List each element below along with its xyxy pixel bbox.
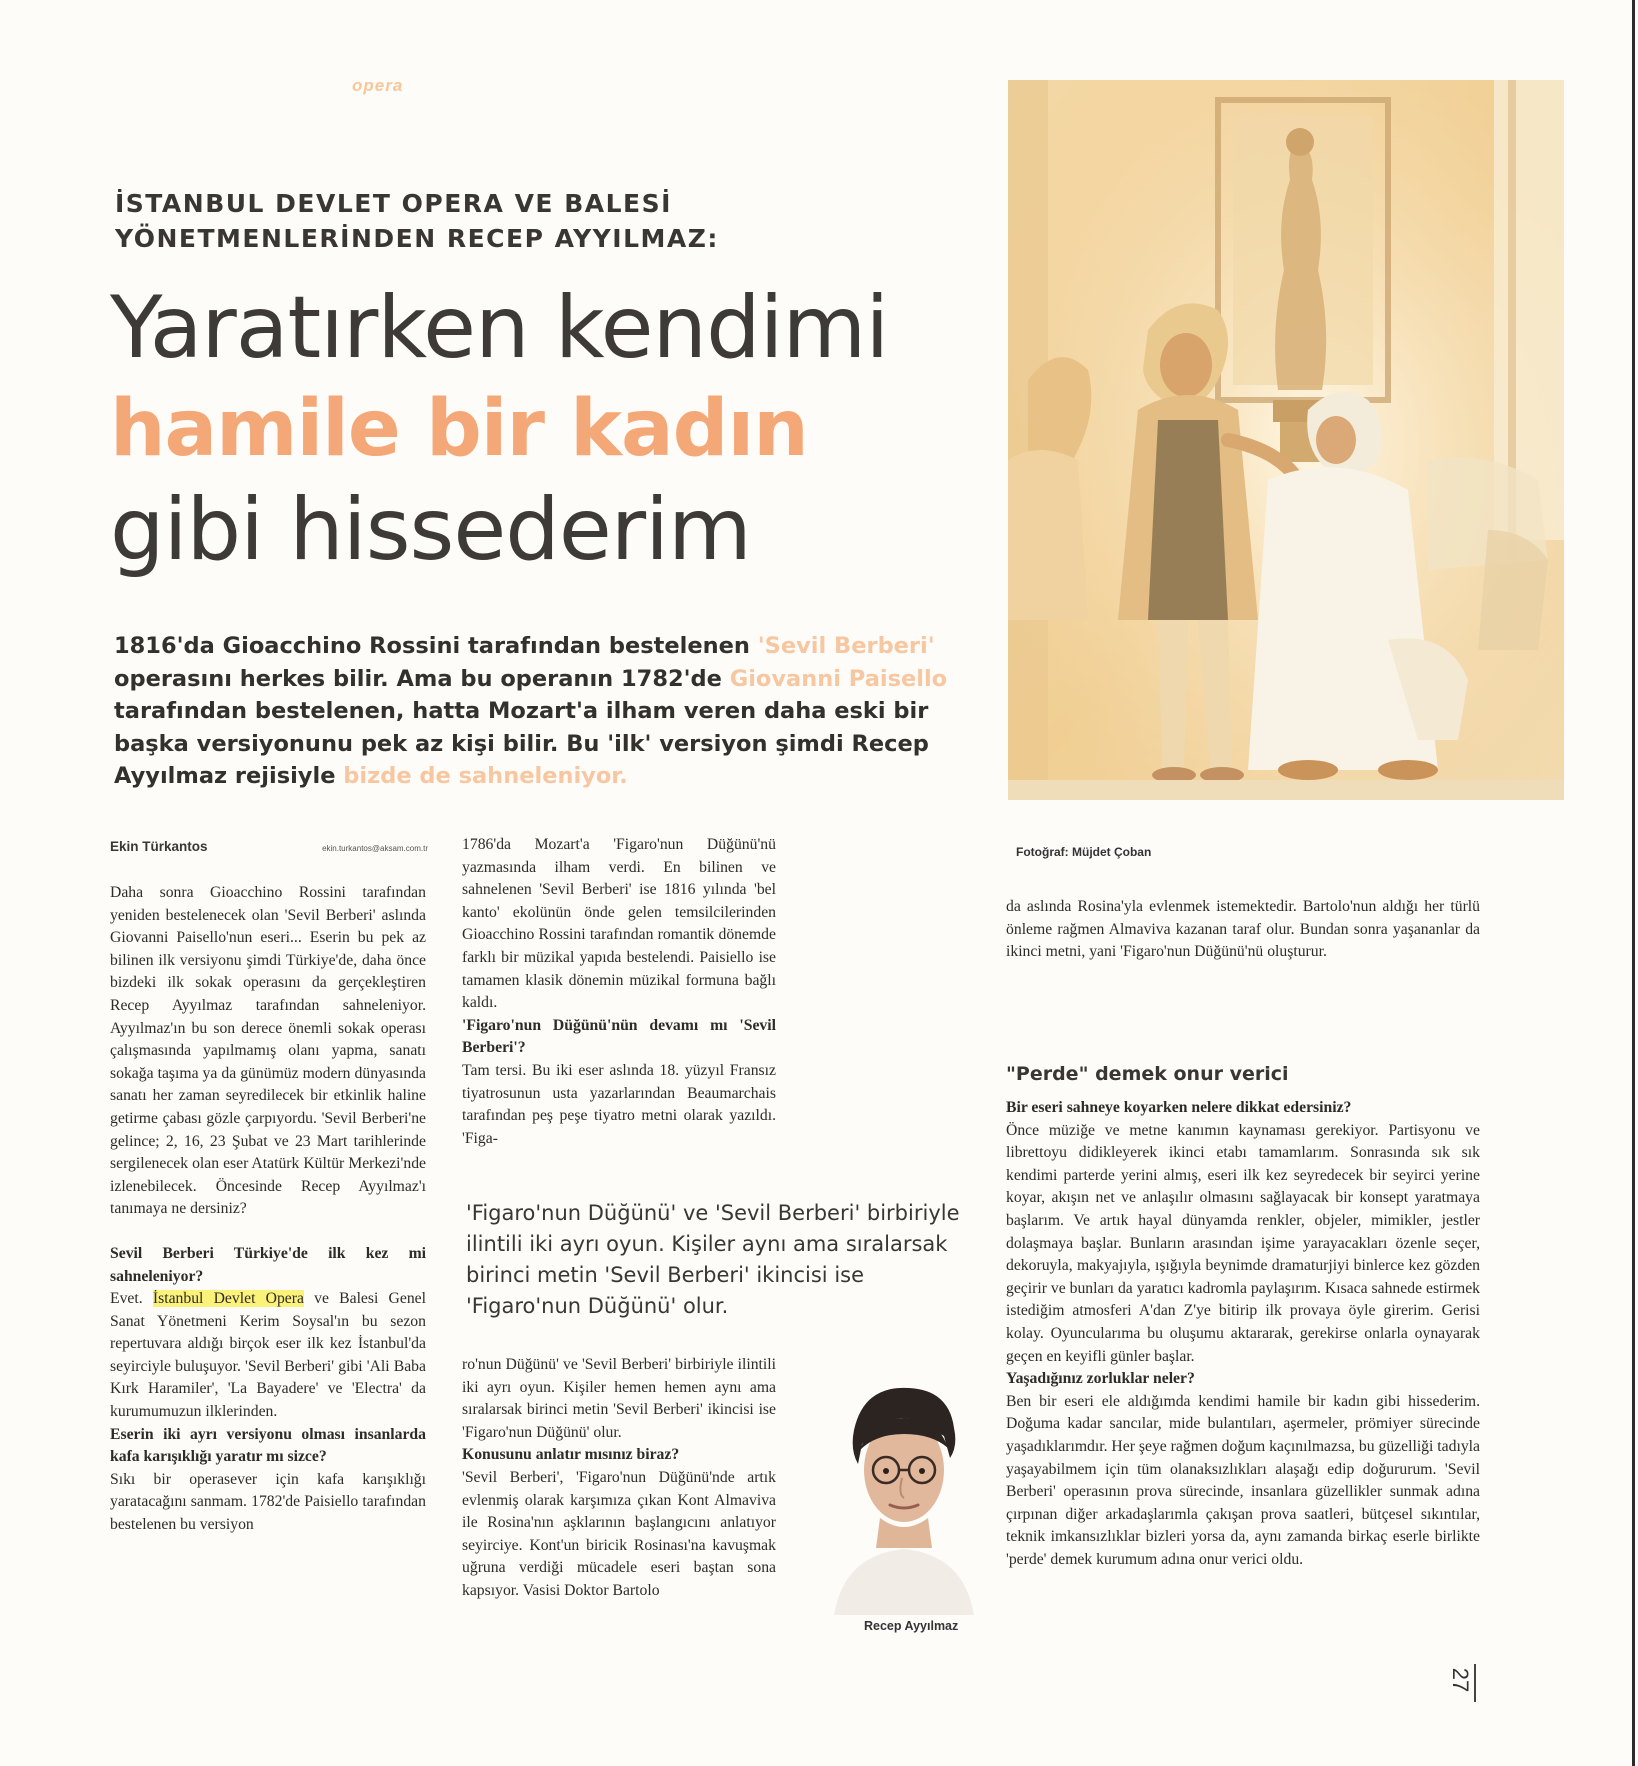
answer-5: Önce müziğe ve metne kanımın kaynaması gerekiyor. Partisyonu ve librettoyu didikleyerek ikinci etabı tamamlarım. Sonrasında sık sık kendimi parterde yerini almış, eseri ilk kez seyredecek bir seyirci yerine koyar, akışın net ve anlaşılır olmasını sağlayacak bir konsept yaratmaya başlarım. Ve artık hayal dünyamda renkler, objeler, mimikler, jestler dolaşmaya başlar. Bunların arasından işime yarayacakları özenle seçer, dekoruyla, makyajıyla, ışığıyla beynimde dramaturjiyi binlerce kez gözden geçirir ve bunları da yaratıcı kadromla paylaşırım. Kısaca sahnede estirmek istediğim atmosferi A'dan Z'ye bitirip ilk provaya öyle girerim. Gerisi kolay. Oyuncularıma bu oluşumu aktararak, gerekirse onlarla oynayarak geçen en keyifli günler başlar. [1006, 1121, 1480, 1365]
byline [110, 839, 428, 854]
headline-line-3: gibi hissederim [110, 480, 751, 580]
question-2: Eserin iki ayrı versiyonu olması insanlarda kafa karışıklığı yaratır mı sizce? [110, 1425, 426, 1466]
section-subhead: "Perde" demek onur verici [1006, 1063, 1289, 1085]
photo-credit: Fotoğraf: Müjdet Çoban [1016, 845, 1152, 859]
headline-line-2: hamile bir kadın [110, 384, 808, 474]
answer-2-continued: 1786'da Mozart'a 'Figaro'nun Düğünü'nü yazmasında ilham verdi. En bilinen ve sahnelenen 'Sevil Berberi' ise 1816 yılında 'bel kanto' ekolünün önde gelen temsilcilerinden Gioacchino Rossini tarafından romantik dönemde farklı bir müzikal yapıda bestelendi. Paisiello ise tamamen klasik dönemin müzikal formuna bağlı kaldı. [462, 836, 776, 1012]
headline-line-1: Yaratırken kendimi [110, 278, 889, 378]
question-1: Sevil Berberi Türkiye'de ilk kez mi sahneleniyor? [110, 1244, 426, 1285]
intro-paragraph: Daha sonra Gioacchino Rossini tarafından yeniden bestelenecek olan 'Sevil Berberi' aslında Giovanni Paisello'nun eseri... Eserin bu pek az bilinen ilk versiyonu şimdi Türkiye'de, daha önce bizdeki ilk sokak operasını da gerçekleştiren Recep Ayyılmaz tarafından sahneleniyor. Ayyılmaz'ın bu son derece önemli sokak operası çalışmasında yapılmamış olanı yapma, sanatı sokağa taşıma ya da günümüz modern dünyasında sanatı her zaman seyredilecek bir etkinlik haline getirme çabası gözle çarpıyordu. 'Sevil Berberi'ne gelince; 2, 16, 23 Şubat ve 23 Mart tarihlerinde sergilenecek olan eser Atatürk Kültür Merkezi'nde izlenebilecek. Öncesinde Recep Ayyılmaz'ı tanımaya ne dersiniz? [110, 884, 426, 1218]
answer-4: 'Sevil Berberi', 'Figaro'nun Düğünü'nde artık evlenmiş olarak karşımıza çıkan Kont Almaviva ile Rosina'nın aşklarının başlangıcını anlatıyor seyirciye. Kont'un biricik Rosinası'na kavuşmak uğruna verdiği mücadele eseri baştan sona kapsıyor. Vasisi Doktor Bartolo [462, 1468, 776, 1599]
lead-paragraph [114, 630, 954, 793]
column-2-bottom [462, 1354, 776, 1603]
question-3: 'Figaro'nun Düğünü'nün devamı mı 'Sevil Berberi'? [462, 1016, 776, 1057]
column-3-top [1006, 896, 1480, 964]
answer-1-rest: ve Balesi Genel Sanat Yönetmeni Kerim Soysal'ın bu sezon repertuvara aldığı birçok eser ilk kez İstanbul'da seyirciyle buluşuyor. 'Sevil Berberi' gibi 'Ali Baba Kırk Haramiler', 'La Bayadere' ve 'Electra' da kurumumuzun ilklerinden. [110, 1290, 427, 1421]
page-number-rule [1474, 1664, 1476, 1702]
question-4: Konusunu anlatır mısınız biraz? [462, 1446, 680, 1464]
answer-1 [110, 1288, 426, 1424]
kicker-line-1: İSTANBUL DEVLET OPERA VE BALESİ [115, 189, 672, 218]
kicker-line-2: YÖNETMENLERİNDEN RECEP AYYILMAZ: [115, 224, 719, 253]
lead-text-2: operasını herkes bilir. Ama bu operanın 1782'de [114, 665, 730, 692]
author-name: Ekin Türkantos [110, 839, 208, 854]
page-number: 27 [1448, 1667, 1473, 1693]
question-6: Yaşadığınız zorluklar neler? [1006, 1370, 1195, 1388]
kicker [115, 186, 719, 256]
answer-1-start: Evet. [110, 1290, 153, 1308]
answer-1-highlight: İstanbul Devlet Opera [152, 1290, 304, 1308]
column-2-top [462, 834, 776, 1150]
portrait-caption: Recep Ayyılmaz [864, 1619, 959, 1633]
page-edge-rule [1632, 0, 1635, 1766]
headline [110, 278, 990, 580]
answer-2: Sıkı bir operasever için kafa karışıklığı yaratacağını sanmam. 1782'de Paisiello tarafından bestelenen bu versiyon [110, 1470, 426, 1534]
column-1 [110, 882, 426, 1537]
answer-3: Tam tersi. Bu iki eser aslında 18. yüzyıl Fransız tiyatrosunun usta yazarlarından Beaumarchais tarafından peş peşe tiyatro metni olarak yazıldı. 'Figa- [462, 1061, 776, 1147]
lead-text-3: tarafından bestelenen, hatta Mozart'a ilham veren daha eski bir başka versiyonunu pek az kişi bilir. Bu 'ilk' versiyon şimdi Recep Ayyılmaz rejisiyle [114, 698, 929, 789]
author-email: ekin.turkantos@aksam.com.tr [322, 844, 428, 853]
lead-highlight-2: Giovanni Paisello [729, 665, 948, 692]
portrait-illustration [824, 1370, 974, 1615]
answer-3-continued: ro'nun Düğünü' ve 'Sevil Berberi' birbiriyle ilintili iki ayrı oyun. Kişiler hemen hemen aynı ama sıralarsak birinci metin 'Sevil Berberi' ikincisi ise 'Figaro'nun Düğünü' olur. [462, 1356, 776, 1441]
question-5: Bir eseri sahneye koyarken nelere dikkat edersiniz? [1006, 1099, 1352, 1116]
section-tag: opera [352, 76, 404, 95]
lead-highlight-3: bizde de sahneleniyor. [343, 763, 628, 789]
pull-quote: 'Figaro'nun Düğünü' ve 'Sevil Berberi' birbiriyle ilintili iki ayrı oyun. Kişiler aynı ama sıralarsak birinci metin 'Sevil Berberi' ikincisi ise 'Figaro'nun Düğünü' olur. [466, 1201, 960, 1318]
portrait-photo [824, 1370, 974, 1615]
lead-highlight-1: 'Sevil Berberi' [757, 633, 935, 659]
answer-6: Ben bir eseri ele aldığımda kendimi hamile bir kadın gibi hissederim. Doğuma kadar sancılar, mide bulantıları, aşermeler, prömiyer sürecinde yaşadıklarımdır. Her şeye rağmen doğum kaçınılmazsa, bu güzelliği tadıyla yaşayabilmem için tüm olanaksızlıkları alaşağı edip doğururum. 'Sevil Berberi' operasının prova sürecinde, insanlara güzellikler sunmak adına çırpınan diğer arkadaşlarımla çakışan prova saatleri, bütçesel sıkıntılar, teknik imkansızlıklar bizleri yorsa da, aynı zamanda birkaç eserle birlikte 'perde' demek kurumum adına onur verici oldu. [1006, 1392, 1480, 1568]
column-3-bottom [1006, 1061, 1480, 1571]
opera-stage-photo [1008, 80, 1564, 800]
opera-stage-photo-illustration [1008, 80, 1564, 800]
lead-text-1: 1816'da Gioacchino Rossini tarafından bestelenen [114, 633, 758, 659]
answer-4-continued: da aslında Rosina'yla evlenmek istemektedir. Bartolo'nun aldığı her türlü önleme rağmen Almaviva kazanan taraf olur. Bundan sonra yaşananlar da ikinci metni, yani 'Figaro'nun Düğünü'nü oluşturur. [1006, 898, 1480, 961]
